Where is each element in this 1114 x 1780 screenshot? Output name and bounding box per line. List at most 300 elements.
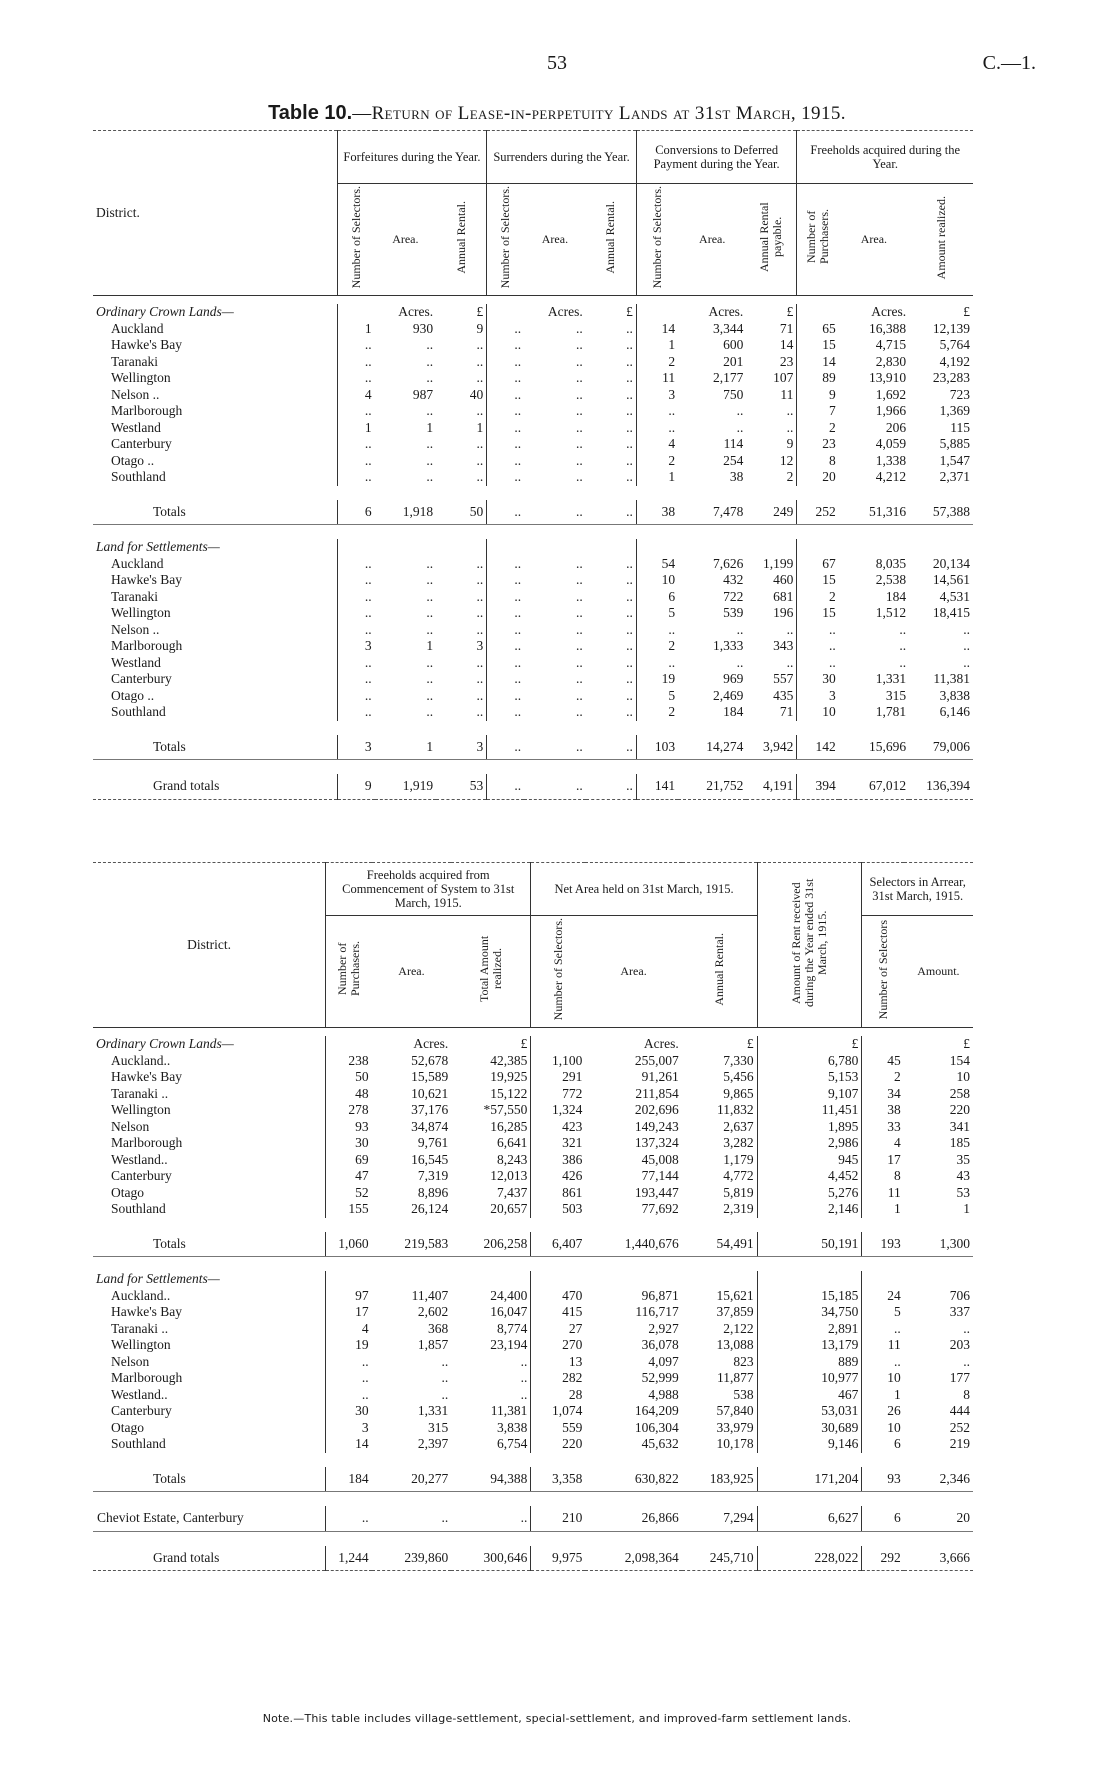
row-label: Marlborough [111, 638, 183, 653]
table-cell: 53 [956, 1184, 970, 1200]
row-label: Westland.. [111, 1151, 168, 1167]
table-cell: 21,752 [678, 774, 746, 799]
table-cell: 149,243 [634, 1118, 679, 1134]
table-cell: .. [626, 320, 633, 336]
table-cell: 426 [531, 1168, 585, 1185]
table-cell: 23 [797, 436, 839, 453]
unit-cell: £ [786, 304, 794, 319]
table-cell: 1 [636, 469, 678, 486]
table-row [93, 1152, 973, 1169]
table-cell: .. [626, 436, 633, 451]
row-label: Grand totals [93, 774, 337, 799]
table-cell: .. [575, 370, 583, 385]
table-cell: 2,469 [712, 687, 744, 703]
table-cell: 3 [797, 688, 839, 705]
table-cell: 193 [862, 1232, 904, 1257]
table-cell: .. [575, 572, 583, 587]
unit-cell [524, 539, 586, 556]
table-cell: 2 [797, 420, 839, 437]
table-cell: 4,191 [746, 774, 797, 799]
table-cell: 11,877 [717, 1370, 754, 1385]
table-cell: 19,925 [490, 1069, 528, 1084]
column-header-label: Number of Selectors. [348, 186, 363, 289]
table-cell: 12 [779, 452, 794, 468]
district-header: District. [93, 131, 337, 296]
table-cell: 1,333 [712, 638, 744, 653]
table-row [93, 1321, 973, 1338]
table-cell: 3,358 [531, 1467, 585, 1492]
table-cell: .. [736, 621, 744, 637]
table-cell: 9,761 [417, 1135, 449, 1150]
table-subtitle: —Return of Lease-in-perpetuity Lands at 31st March, 1915. [352, 103, 846, 124]
table-cell: 13,088 [716, 1337, 754, 1352]
row-label: Taranaki [111, 588, 159, 604]
table-cell: 4 [326, 1321, 372, 1338]
column-header [326, 916, 372, 1028]
row-label: Wellington [111, 1337, 171, 1352]
unit-cell [682, 1271, 757, 1288]
table-cell: 254 [723, 452, 744, 468]
table-cell: .. [575, 605, 583, 620]
table-cell: 3 [326, 1420, 372, 1437]
table-cell: 9 [476, 320, 484, 336]
table-cell: 220 [949, 1102, 970, 1117]
unit-cell [797, 539, 839, 556]
table-cell: 14 [326, 1436, 372, 1453]
table-cell: .. [487, 572, 524, 589]
table-cell: 2,177 [712, 370, 744, 385]
table-cell: 40 [469, 386, 484, 402]
table-cell: 20,657 [490, 1201, 528, 1216]
table-cell: 282 [531, 1370, 585, 1387]
table-cell: 71 [779, 704, 794, 719]
table-cell: 2,122 [723, 1320, 754, 1336]
unit-cell [531, 1271, 585, 1288]
table-cell: 37,176 [411, 1102, 449, 1117]
table-cell: 337 [949, 1304, 970, 1319]
table-cell: 415 [531, 1304, 585, 1321]
group-header-conversions: Conversions to Deferred Payment during the Year. [636, 131, 797, 184]
table-cell: 8 [797, 453, 839, 470]
table-cell: 11,451 [757, 1102, 862, 1119]
table-cell: 945 [757, 1152, 862, 1169]
table-row [93, 403, 973, 420]
table-cell: 3,666 [904, 1546, 973, 1571]
column-header [436, 184, 487, 296]
table-cell: 3 [436, 735, 487, 760]
table-cell: 67 [797, 556, 839, 573]
table-cell: 206 [885, 419, 907, 435]
table-cell: 4,988 [648, 1386, 679, 1402]
table-cell: .. [337, 589, 374, 606]
table-cell: 93 [326, 1119, 372, 1136]
column-header: Area. [678, 184, 746, 296]
column-header-label: Number of Selectors. [550, 918, 565, 1021]
table-cell: .. [476, 403, 484, 418]
table-cell: 368 [428, 1320, 449, 1336]
table-cell: .. [899, 654, 907, 670]
row-label: Hawke's Bay [111, 337, 183, 352]
table-cell: .. [575, 638, 583, 653]
table-cell: 6 [636, 589, 678, 606]
table-cell: 1,440,676 [585, 1232, 681, 1257]
table-cell: 706 [949, 1287, 970, 1303]
table-cell: 3 [476, 638, 484, 653]
table-cell: 343 [773, 638, 794, 653]
table-cell: .. [963, 621, 970, 637]
table-cell: 89 [797, 370, 839, 387]
table-cell: 43 [956, 1168, 970, 1183]
table-cell: 4,192 [939, 353, 970, 369]
table-cell: 239,860 [372, 1546, 452, 1571]
table-cell: 6 [337, 500, 374, 525]
column-header: Area. [372, 916, 452, 1028]
table-cell: 539 [723, 605, 744, 620]
table-cell: .. [426, 337, 434, 352]
table-cell: 255,007 [634, 1052, 679, 1068]
table-cell: 26,124 [411, 1201, 449, 1216]
column-header [586, 184, 637, 296]
table-cell: .. [575, 687, 583, 703]
table-cell: .. [487, 605, 524, 622]
table-cell: 6,146 [939, 704, 970, 719]
column-header: Area. [524, 184, 586, 296]
table-cell: .. [476, 704, 484, 719]
column-header-label: Total Amount realized. [476, 936, 504, 1003]
table-row [93, 1354, 973, 1371]
col-header-rent-received: Amount of Rent received during the Year ended 31st March, 1915. [757, 863, 862, 1028]
table-cell: .. [575, 704, 583, 719]
column-header [451, 916, 531, 1028]
table-cell: .. [786, 654, 794, 670]
unit-cell [746, 539, 797, 556]
table-cell: 11,832 [717, 1102, 754, 1117]
table-cell: 103 [636, 735, 678, 760]
table-cell: .. [636, 403, 678, 420]
column-header: Area. [585, 916, 681, 1028]
table-cell: 2,986 [757, 1135, 862, 1152]
table-cell: 19 [636, 671, 678, 688]
table-cell: 423 [531, 1119, 585, 1136]
table-cell: 1 [636, 337, 678, 354]
row-label: Totals [93, 1467, 326, 1492]
column-header [487, 184, 524, 296]
table-cell: 77,144 [641, 1168, 679, 1183]
table-row [93, 1168, 973, 1185]
table-cell: .. [520, 1370, 528, 1385]
table-cell: 15 [797, 337, 839, 354]
table-cell: 17 [326, 1304, 372, 1321]
table-cell: 252 [797, 500, 839, 525]
table-cell: .. [487, 387, 524, 404]
row-label: Nelson [111, 1118, 150, 1134]
table-cell: .. [797, 655, 839, 672]
table-cell: 196 [773, 605, 794, 620]
table-cell: 1,199 [763, 555, 794, 571]
column-header-label: Number of Purchasers. [334, 941, 362, 997]
table-cell: 16,545 [411, 1151, 449, 1167]
table-cell: .. [575, 654, 583, 670]
table-cell: 470 [531, 1288, 585, 1305]
table-cell: .. [626, 370, 633, 385]
table-cell: 1,179 [723, 1151, 754, 1167]
row-label: Hawke's Bay [111, 572, 183, 587]
table-cell: 9,107 [757, 1086, 862, 1103]
table-cell: 7,294 [682, 1506, 757, 1531]
table-cell: 1,547 [939, 452, 970, 468]
table-cell: 258 [949, 1085, 970, 1101]
row-label: Canterbury [111, 671, 172, 686]
table-cell: 50 [326, 1069, 372, 1086]
table-cell: 10 [862, 1420, 904, 1437]
table-cell: 50 [436, 500, 487, 525]
table-cell: .. [337, 436, 374, 453]
table-cell: .. [372, 1506, 452, 1531]
table-cell: 2 [797, 589, 839, 606]
table-cell: .. [626, 419, 633, 435]
table-cell: .. [626, 572, 633, 587]
row-label: Southland [111, 1436, 166, 1451]
table-row [93, 572, 973, 589]
table-cell: .. [337, 704, 374, 721]
table-cell: 1 [963, 1201, 970, 1216]
row-label: Totals [93, 500, 337, 525]
table-cell: 15,122 [490, 1085, 528, 1101]
table-cell: 94,388 [451, 1467, 531, 1492]
table-cell: 3,344 [712, 320, 744, 336]
table-row [93, 605, 973, 622]
unit-cell: £ [476, 304, 484, 319]
section-heading: Ordinary Crown Lands— [96, 1036, 234, 1051]
table-cell: 4 [636, 436, 678, 453]
table-cell: 9,975 [531, 1546, 585, 1571]
table-cell: 11 [780, 386, 794, 402]
table-cell: 1,857 [417, 1337, 449, 1352]
table-cell: 1 [426, 419, 434, 435]
table-cell: 5 [636, 605, 678, 622]
table-row [93, 469, 973, 486]
table-cell: .. [337, 655, 374, 672]
table-cell: 1 [862, 1201, 904, 1218]
table-cell: 107 [773, 370, 794, 385]
table-row [93, 1232, 973, 1257]
table-cell: 722 [723, 588, 744, 604]
table-cell: 71 [779, 320, 794, 336]
table-row [93, 556, 973, 573]
table-cell: 37,859 [716, 1304, 754, 1319]
table-cell: .. [626, 638, 633, 653]
table-cell: 53,031 [757, 1403, 862, 1420]
table-cell: 14 [636, 321, 678, 338]
table-cell: 2,830 [875, 353, 907, 369]
table-cell: .. [575, 671, 583, 686]
section-heading: Land for Settlements— [96, 1271, 220, 1286]
table-cell: 5,276 [757, 1185, 862, 1202]
table-cell: 270 [531, 1337, 585, 1354]
row-label: Hawke's Bay [111, 1069, 183, 1084]
table-cell: .. [524, 774, 586, 799]
table-cell: 17 [862, 1152, 904, 1169]
table-cell: 930 [412, 320, 434, 336]
table-cell: 106,304 [634, 1419, 679, 1435]
table-cell: 8,896 [417, 1184, 449, 1200]
table-row [93, 671, 973, 688]
table-cell: 723 [949, 386, 970, 402]
table-row [93, 704, 973, 721]
table-cell: 969 [723, 671, 744, 686]
table-cell: .. [487, 436, 524, 453]
table-cell: .. [426, 469, 434, 484]
table-row [93, 321, 973, 338]
table-cell: .. [487, 589, 524, 606]
table-cell: 52,678 [411, 1052, 449, 1068]
table-cell: 14,274 [678, 735, 746, 760]
table-cell: .. [337, 605, 374, 622]
table-cell: 38 [636, 500, 678, 525]
table-cell: 1,369 [939, 403, 970, 418]
unit-cell [337, 304, 374, 321]
table-cell: 15 [797, 605, 839, 622]
table-cell: 184 [723, 704, 744, 719]
table-cell: .. [426, 572, 434, 587]
table-cell: .. [487, 337, 524, 354]
row-label: Nelson [111, 1353, 150, 1369]
table-cell: 538 [733, 1386, 754, 1402]
table-cell: 116,717 [635, 1304, 679, 1319]
table-cell: 1,060 [326, 1232, 372, 1257]
table-cell: 171,204 [757, 1467, 862, 1492]
group-header-forfeitures: Forfeitures during the Year. [337, 131, 487, 184]
table-cell: 1 [337, 321, 374, 338]
table-cell: 48 [326, 1086, 372, 1103]
table-cell: .. [626, 452, 633, 468]
table-cell: 249 [746, 500, 797, 525]
table-cell: 245,710 [682, 1546, 757, 1571]
table-cell: 30 [326, 1403, 372, 1420]
table-cell: .. [899, 621, 907, 637]
table-cell: .. [487, 688, 524, 705]
table-cell: .. [575, 353, 583, 369]
table-cell: 1,512 [875, 605, 907, 620]
column-header-label: Annual Rental. [603, 200, 618, 274]
table-cell: 45,632 [641, 1436, 679, 1451]
table-cell: 20,277 [372, 1467, 452, 1492]
table-cell: 1,300 [904, 1232, 973, 1257]
table-cell: .. [487, 655, 524, 672]
row-label: Canterbury [111, 436, 172, 451]
table-cell: 11,381 [490, 1403, 528, 1418]
table-cell: 9 [797, 387, 839, 404]
table-cell: .. [575, 320, 583, 336]
table-cell: 115 [950, 419, 970, 435]
table-cell: 394 [797, 774, 839, 799]
table-cell: 987 [412, 386, 434, 402]
table-cell: 136,394 [909, 774, 973, 799]
table-cell: .. [337, 688, 374, 705]
table-cell: .. [736, 419, 744, 435]
row-label: Marlborough [111, 1370, 183, 1385]
table-cell: .. [476, 572, 484, 587]
table-cell: 750 [723, 386, 744, 402]
table-cell: 210 [531, 1506, 585, 1531]
table-cell: .. [441, 1353, 449, 1369]
table-cell: .. [575, 621, 583, 637]
table-cell: .. [626, 353, 633, 369]
table-cell: .. [520, 1353, 528, 1369]
table-cell: 315 [885, 687, 907, 703]
table-cell: .. [476, 588, 484, 604]
table-cell: 1 [426, 638, 434, 653]
table-cell: 177 [949, 1370, 970, 1385]
unit-cell: £ [757, 1036, 862, 1053]
table-cell: 42,385 [490, 1052, 528, 1068]
table-row [93, 370, 973, 387]
table-row [93, 387, 973, 404]
column-header-label: Number of Selectors. [498, 186, 513, 289]
table-cell: 1 [476, 419, 484, 435]
unit-cell [636, 304, 678, 321]
row-label: Cheviot Estate, Canterbury [93, 1506, 326, 1531]
table-cell: .. [326, 1370, 372, 1387]
table-cell: 3,838 [497, 1419, 528, 1435]
table-cell: 2,602 [417, 1304, 449, 1319]
table-cell: 6,780 [757, 1053, 862, 1070]
table-cell: 559 [531, 1420, 585, 1437]
unit-cell [839, 539, 909, 556]
table-cell: 9 [786, 436, 794, 451]
table-cell: .. [487, 556, 524, 573]
table-cell: .. [899, 638, 907, 653]
table-cell: .. [786, 403, 794, 418]
table-cell: 2,371 [939, 469, 970, 484]
table-cell: .. [487, 403, 524, 420]
table-cell: 16,047 [490, 1304, 528, 1319]
table-cell: .. [426, 353, 434, 369]
row-label: Canterbury [111, 1403, 172, 1418]
table-cell: 772 [531, 1086, 585, 1103]
table-cell: .. [337, 572, 374, 589]
row-label: Auckland.. [111, 1052, 171, 1068]
table-cell: .. [476, 605, 484, 620]
table-cell: 4,059 [875, 436, 907, 451]
table-cell: 1 [375, 735, 437, 760]
table-cell: 15,696 [839, 735, 909, 760]
table-cell: 219 [949, 1436, 970, 1451]
table-cell: 1,331 [417, 1403, 449, 1418]
table-cell: .. [337, 370, 374, 387]
table-cell: 34 [862, 1086, 904, 1103]
unit-cell: Acres. [643, 1036, 679, 1051]
table-cell: 889 [757, 1354, 862, 1371]
table-cell: 184 [326, 1467, 372, 1492]
table-row [93, 1053, 973, 1070]
table-cell: .. [575, 469, 583, 484]
column-header-label: Number of Selectors [875, 919, 890, 1019]
column-header [862, 916, 904, 1028]
row-label: Auckland [111, 555, 164, 571]
table-cell: .. [487, 354, 524, 371]
table-cell: .. [337, 403, 374, 420]
unit-cell: Acres. [871, 304, 907, 319]
row-label: Wellington [111, 605, 171, 620]
table-cell: .. [736, 654, 744, 670]
table-cell: .. [626, 588, 633, 604]
table-cell: 1,324 [531, 1102, 585, 1119]
unit-cell [797, 304, 839, 321]
unit-cell: Acres. [708, 304, 744, 319]
column-header-label: Amount realized. [933, 195, 948, 279]
table-cell: 185 [949, 1135, 970, 1150]
